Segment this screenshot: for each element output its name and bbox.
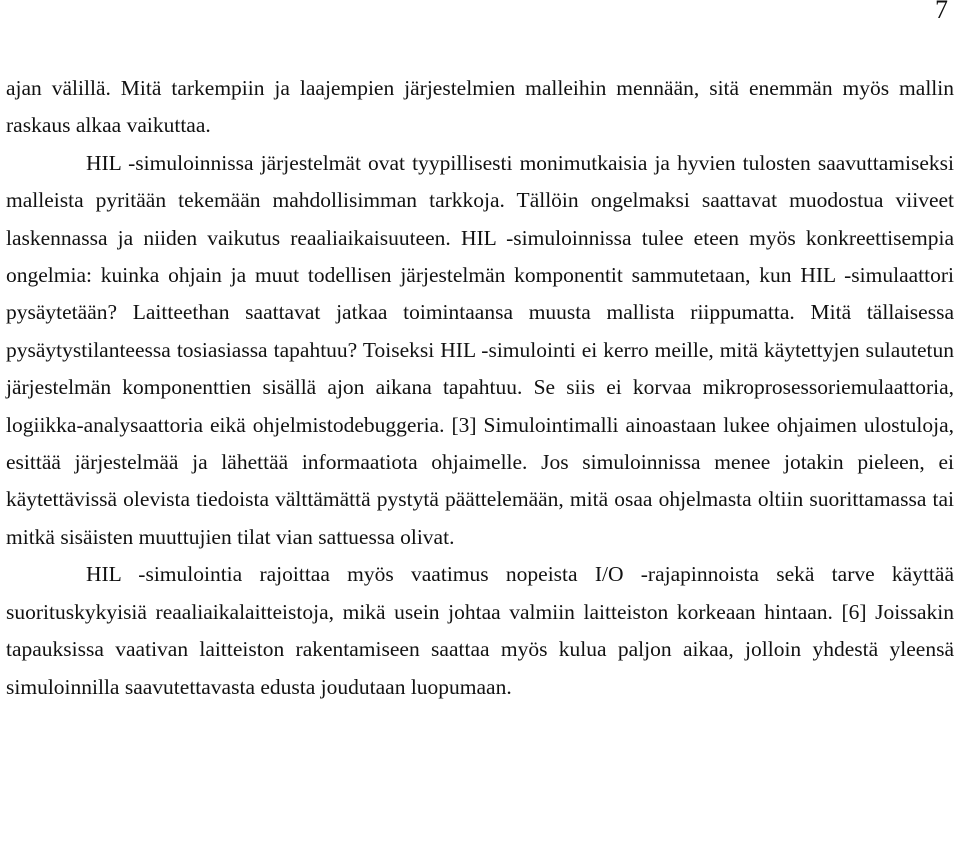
paragraph-2: HIL -simuloinnissa järjestelmät ovat tyypillisesti monimutkaisia ja hyvien tulosten saavuttamiseksi malleista pyritään tekemään mahdollisimman tarkkoja. Tällöin ongelmaksi saattavat muodostua viiveet laskennassa ja niiden vaikutus reaaliaikaisuuteen. HIL -simuloinnissa tulee eteen myös konkreettisempia ongelmia: kuinka ohjain ja muut todellisen järjestelmän komponentit sammutetaan, kun HIL -simulaattori pysäytetään? Laitteethan saattavat jatkaa toimintaansa muusta mallista riippumatta. Mitä tällaisessa pysäytystilanteessa tosiasiassa tapahtuu? Toiseksi HIL -simulointi ei kerro meille, mitä käytettyjen sulautetun järjestelmän komponenttien sisällä ajon aikana tapahtuu. Se siis ei korvaa mikroprosessoriemulaattoria, logiikka-analysaattoria eikä ohjelmistodebuggeria. [3] Simulointimalli ainoastaan lukee ohjaimen ulostuloja, esittää järjestelmää ja lähettää informaatiota ohjaimelle. Jos simuloinnissa menee jotakin pieleen, ei käytettävissä olevista tiedoista välttämättä pystytä päättelemään, mitä osaa ohjelmasta oltiin suorittamassa tai mitkä sisäisten muuttujien tilat vian sattuessa olivat. <box>6 150 954 549</box>
document-body <box>6 70 954 706</box>
paragraph-3: HIL -simulointia rajoittaa myös vaatimus nopeista I/O -rajapinnoista sekä tarve käyttää suorituskykyisiä reaaliaikalaitteistoja, mikä usein johtaa valmiin laitteiston korkeaan hintaan. [6] Joissakin tapauksissa vaativan laitteiston rakentamiseen saattaa myös kulua paljon aikaa, jolloin yhdestä yleensä simuloinnilla saavutettavasta edusta joudutaan luopumaan. <box>6 562 954 699</box>
page-number: 7 <box>935 0 948 24</box>
paragraph-1: ajan välillä. Mitä tarkempiin ja laajempien järjestelmien malleihin mennään, sitä enemmän myös mallin raskaus alkaa vaikuttaa. <box>6 76 954 138</box>
